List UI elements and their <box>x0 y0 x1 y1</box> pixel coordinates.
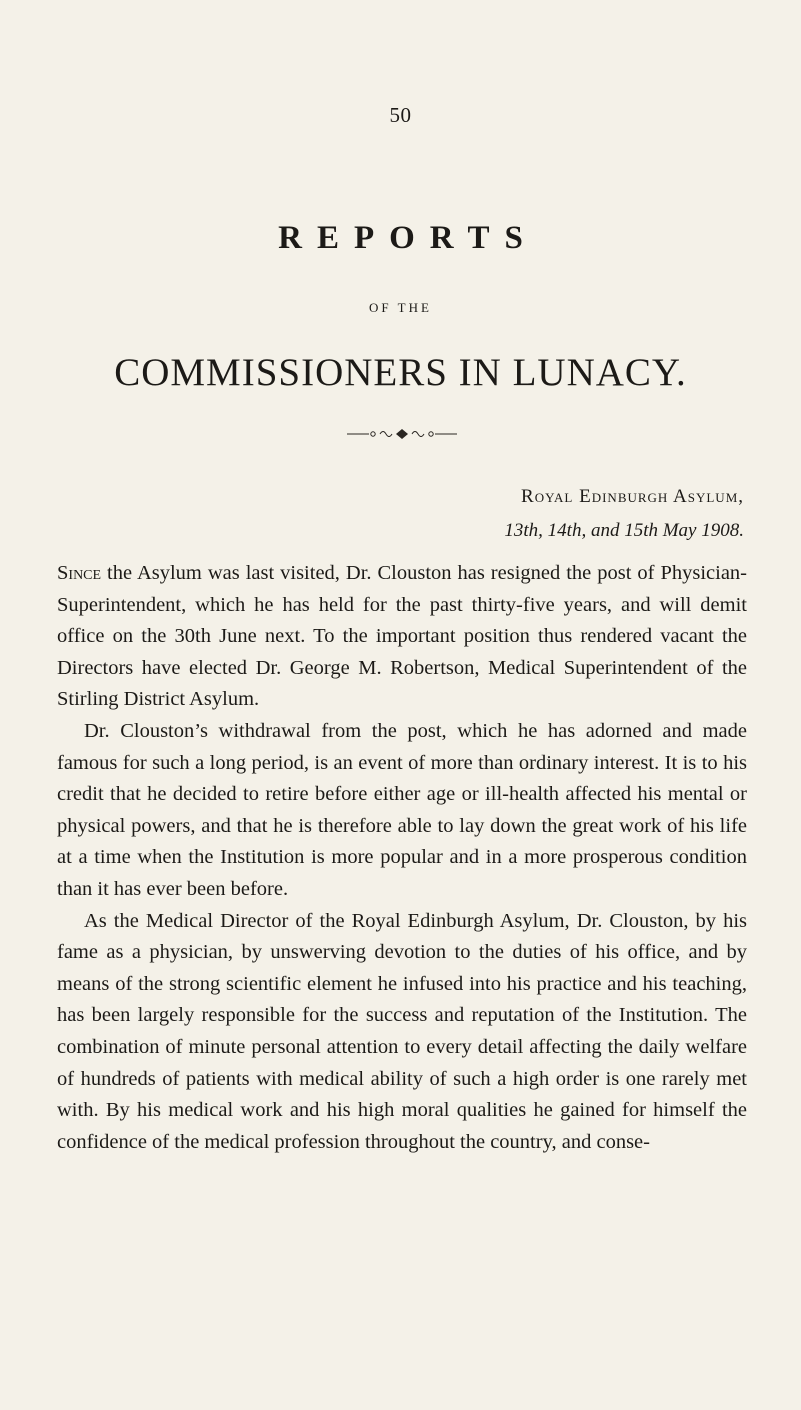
paragraph-2: Dr. Clouston’s withdrawal from the post, which he has adorned and made famous for such a long period, is an event of more than ordinary interest. It is to his credit that he decided to retire before either age or ill-health affected his mental or physical powers, and that he is therefore able to lay down the great work of his life at a time when the Institution is more popular and in a more prosperous condition than it has ever been before. <box>57 719 747 900</box>
report-body <box>57 558 747 1158</box>
ornament-divider-icon <box>347 427 457 441</box>
page-number: 50 <box>389 103 412 127</box>
visit-dates: 13th, 14th, and 15th May 1908. <box>504 520 744 541</box>
paragraph-1 <box>57 558 747 716</box>
commissioners-subtitle: COMMISSIONERS IN LUNACY. <box>114 351 687 394</box>
reports-title: REPORTS <box>278 220 538 256</box>
paragraph-3: As the Medical Director of the Royal Edinburgh Asylum, Dr. Clouston, by his fame as a physician, by unswerving devotion to the duties of his office, and by means of the strong scientific element he infused into his practice and his teaching, has been largely responsible for the success and reputation of the Institution. The combination of minute personal attention to every detail affecting the daily welfare of hundreds of patients with medical ability of such a high order is one rarely met with. By his medical work and his high moral qualities he gained for himself the confidence of the medical profession throughout the country, and conse- <box>57 909 747 1153</box>
of-the-line: OF THE <box>369 300 432 315</box>
lead-word: Since <box>57 562 102 584</box>
asylum-location: Royal Edinburgh Asylum, <box>521 486 744 507</box>
paragraph-1-text: the Asylum was last visited, Dr. Clouston has resigned the post of Physician-Superintendent, which he has held for the past thirty-five years, and will demit office on the 30th June next. To the important position thus rendered vacant the Directors have elected Dr. George M. Robertson, Medical Superintendent of the Stirling District Asylum. <box>57 562 747 711</box>
